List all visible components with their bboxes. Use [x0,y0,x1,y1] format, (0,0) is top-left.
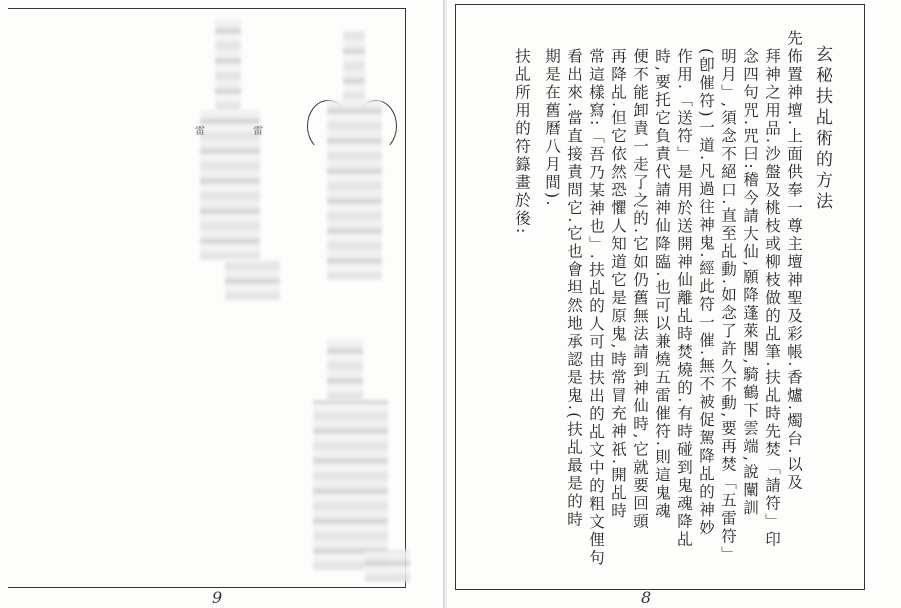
text-column: 時,要托它負責代請神仙降臨.也可以兼燒五雷催符.則這鬼魂 [653,48,671,521]
talisman-blurred-core [215,20,241,110]
talisman-blurred-core [343,30,365,100]
text-column: 期是在舊曆八月間). [543,48,561,208]
talisman-blurred-core [327,340,363,400]
text-column: 便不能卸責一走了之的.它如仍舊無法請到神仙時,它就要回頭 [631,48,649,531]
talisman-blurred-body [327,100,382,280]
talisman-blurred-base [225,260,280,300]
talisman-figure-1 [195,20,285,320]
text-column: (卽催符)一道.凡過往神鬼.經此符一催.無不被促駕降乩的神妙 [697,48,715,538]
talisman-figure-3 [305,340,410,585]
talisman-blurred-body [313,400,388,570]
talisman-figure-2 [305,30,405,290]
text-column: 拜神之用品.沙盤及桃枝或柳枝做的乩筆.扶乩時先焚「請符」印 [763,48,781,549]
right-page [447,0,901,608]
talisman-mark: 雷 [253,126,263,137]
text-column: 先佈置神壇.上面供奉一尊主壇神聖及彩帳.香爐.燭台.以及 [785,30,803,492]
chapter-title: 玄秘扶乩術的方法 [812,45,832,213]
text-column: 再降乩.但它依然恐懼人知道它是原鬼,時常冒充神祇.開乩時 [609,48,627,521]
talisman-mark: 雷 [195,126,205,137]
text-column: 扶乩所用的符籙畫於後: [513,48,531,236]
text-column: 作用.「送符」是用於送開神仙離乩時焚燒的.有時碰到鬼魂降乩 [675,48,693,549]
page-number-left: 9 [212,588,223,607]
left-page [0,0,445,608]
text-column: 看出來.當直接責問它.它也會坦然地承認是鬼.(扶乩最是的時 [565,48,583,529]
talisman-blurred-base [365,550,410,582]
text-column: 明月」,須念不絕口.直至乩動.如念了許久不動,要再焚「五雷符」 [719,48,737,564]
page-number-right: 8 [641,588,652,607]
text-column: 常這樣寫:「吾乃某神也」.扶乩的人可由扶出的乩文中的粗文俚句 [587,48,605,568]
text-column: 念四句咒.咒曰:稽今請大仙,願降蓬萊閣,騎鶴下雲端,說闡訓 [741,48,759,518]
talisman-blurred-body [200,110,260,260]
